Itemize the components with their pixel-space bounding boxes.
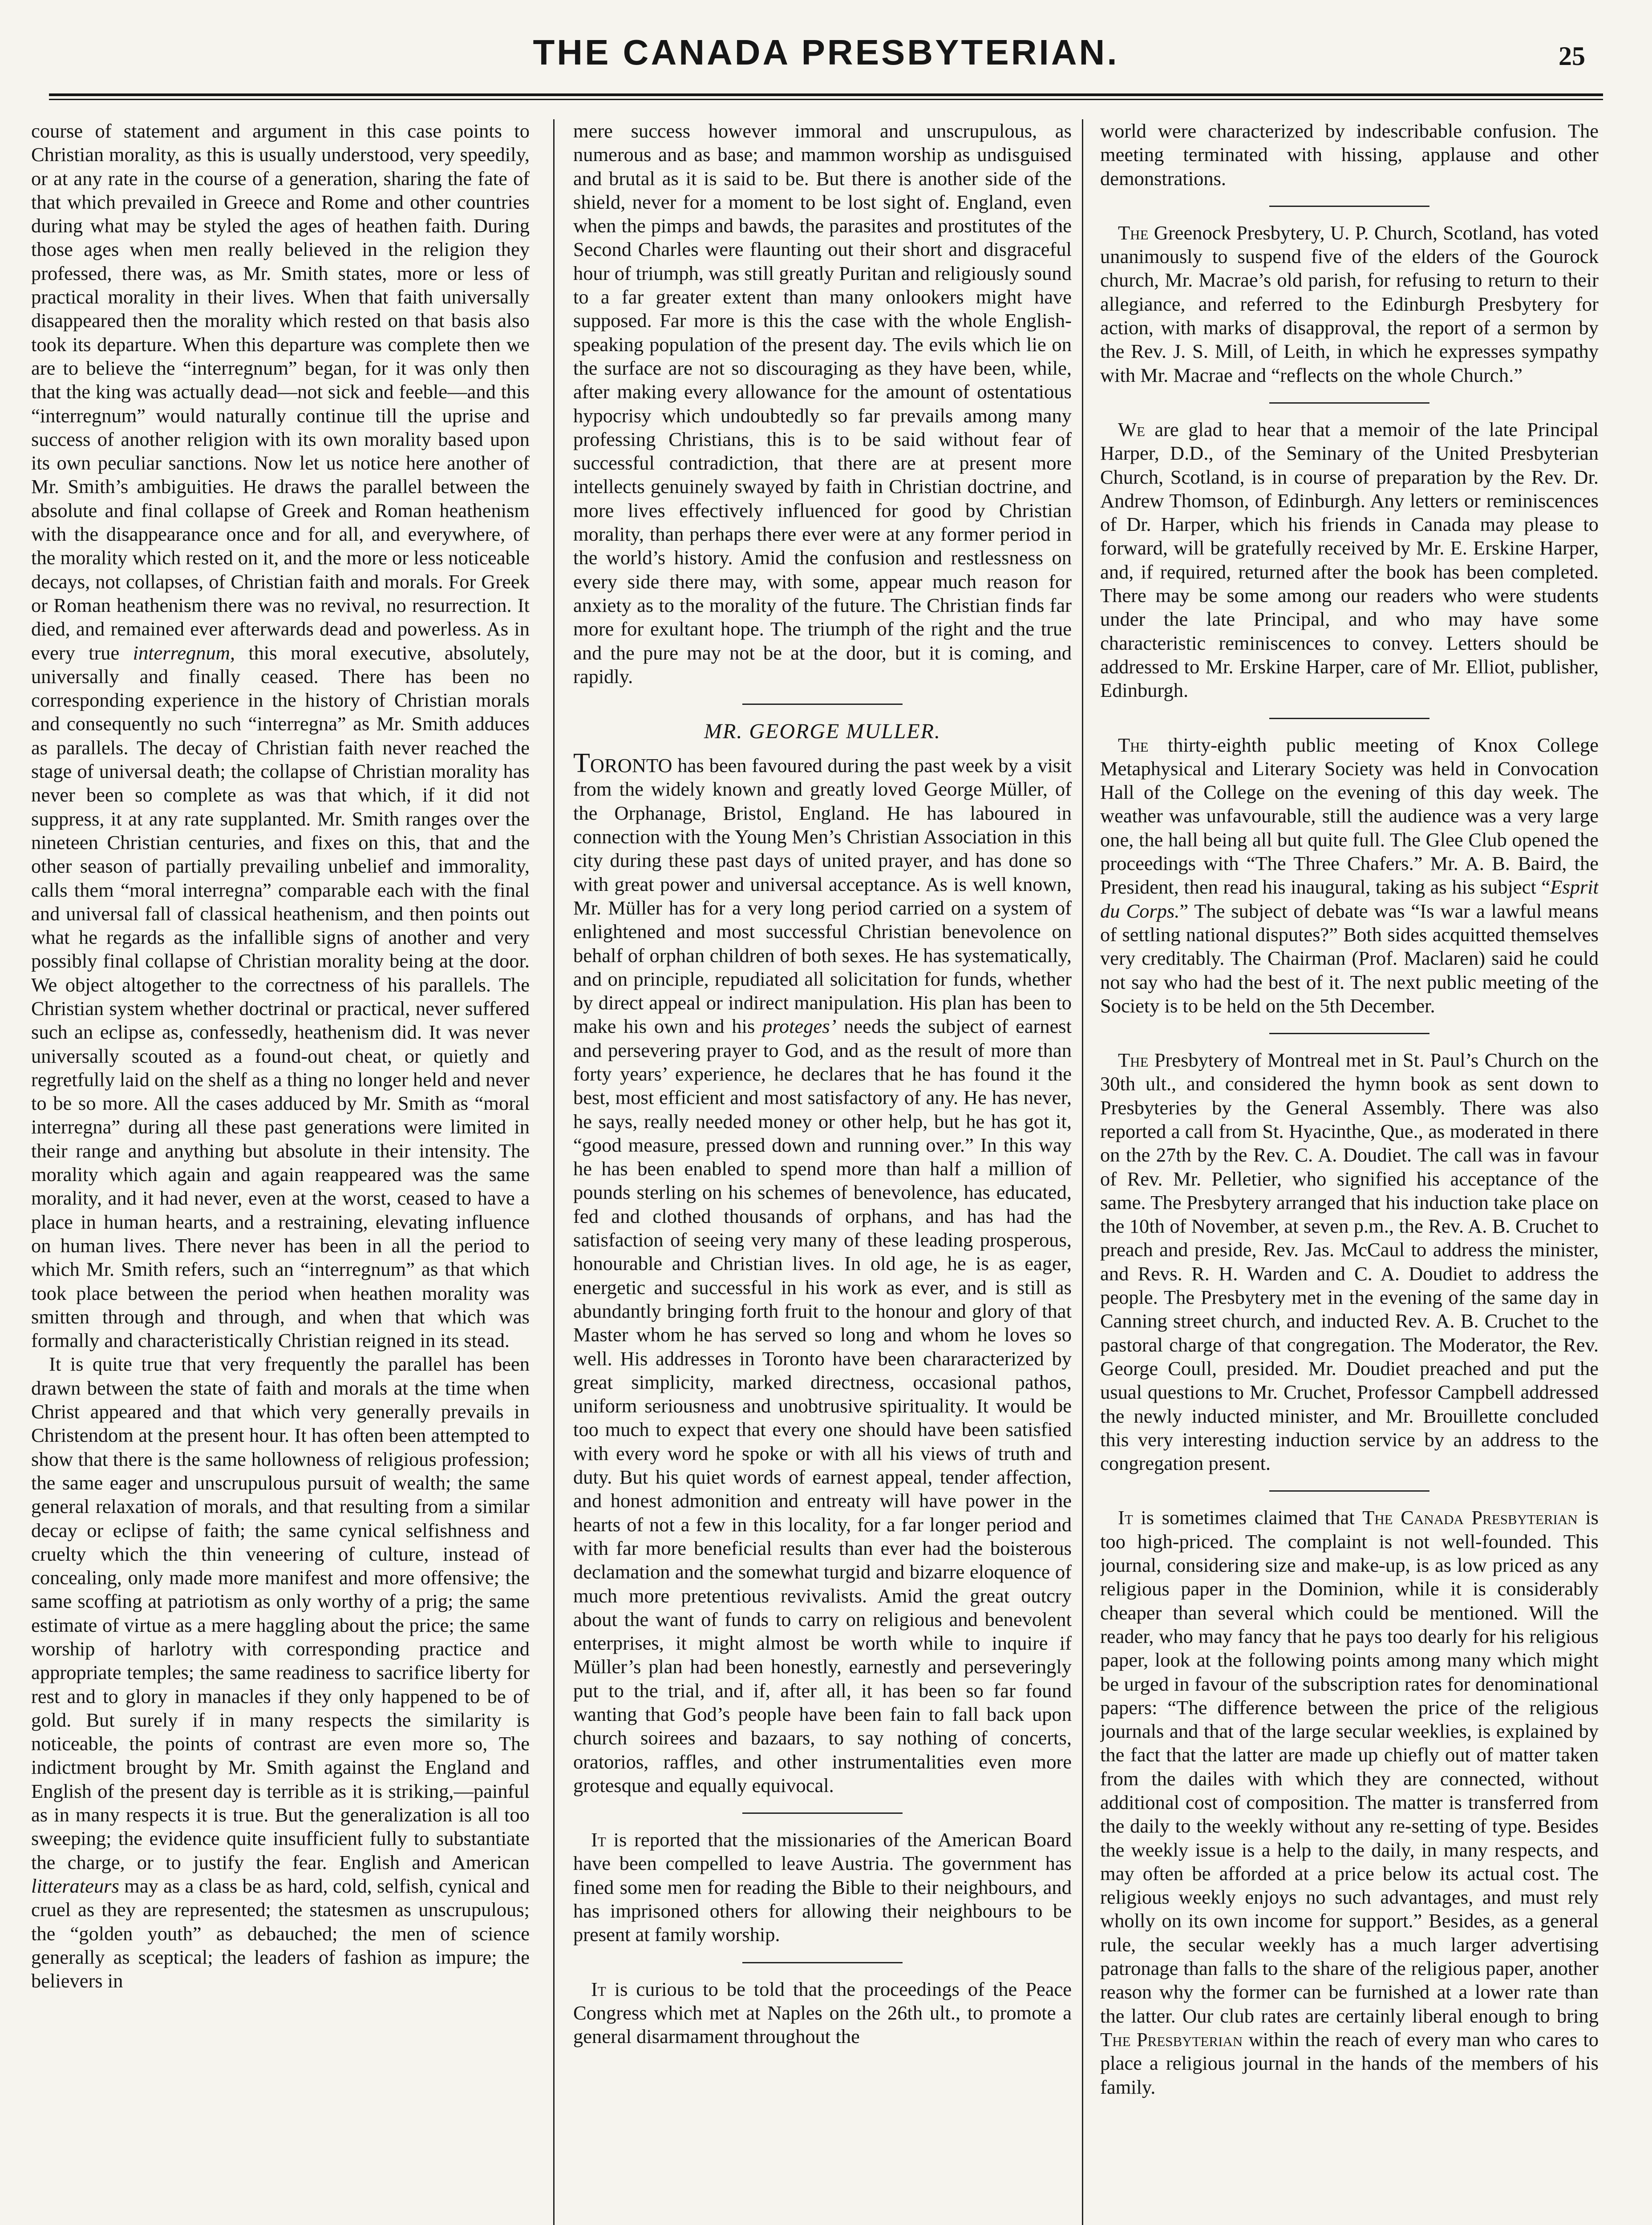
section-rule <box>742 1962 903 1963</box>
news-item: The Presbytery of Montreal met in St. Paul’s Church on the 30th ult., and considered the hymn book as sent down to Presbyteries by the General Assembly. There was also reported a call from St. Hyacinthe, Que., as moderated in there on the 27th by the Rev. C. A. Doudiet. The call was in favour of Rev. Mr. Pelletier, who signified his acceptance of the same. The Presbytery arranged that his induction take place on the 10th of November, at seven p.m., the Rev. A. B. Cruchet to preach and preside, Rev. Jas. McCaul to address the minister, and Revs. R. H. Warden and C. A. Doudiet to address the people. The Presbytery met in the evening of the same day in Canning street church, and inducted Rev. A. B. Cruchet to the pastoral charge of that congregation. The Moderator, the Rev. George Coull, presided. Mr. Doudiet preached and put the usual questions to Mr. Cruchet, Professor Campbell addressed the newly inducted minister, and Mr. Brouillette concluded this very interesting induction service by an address to the congregation present. <box>1100 1049 1599 1475</box>
article-paragraph: course of statement and argument in this case points to Christian morality, as this is usually understood, very speedily, or at any rate in the course of a generation, sharing the fate of that which prevailed in Greece and Rome and other countries during what may be styled the ages of heathen faith. During those ages when men really believed in the religion they professed, there was, as Mr. Smith states, more or less of practical morality in their lives. When that faith universally disappeared then the morality which rested on that basis also took its departure. When this departure was complete then we are to believe the “interregnum” began, for it was only then that the king was actually dead—not sick and feeble—and this “interregnum” would naturally continue till the uprise and success of another religion with its own morality based upon its own peculiar sanctions. Now let us notice here another of Mr. Smith’s ambiguities. He draws the parallel between the absolute and final collapse of Greek and Roman heathenism with the disappearance once and for all, and everywhere, of the morality which rested on it, and the more or less noticeable decays, not collapses, of Christian faith and morals. For Greek or Roman heathenism there was no revival, no resurrection. It died, and remained ever afterwards dead and powerless. As in every true interregnum, this moral executive, absolutely, universally and finally ceased. There has been no corresponding experience in the history of Christian morals and consequently no such “interregna” as Mr. Smith adduces as parallels. The decay of Christian faith never reached the stage of universal death; the collapse of Christian morality has never been so complete as was that which, if it did not suppress, it at any rate supplanted. Mr. Smith ranges over the nineteen Christian centuries, and fixes on this, that and the other season of partially prevailing unbelief and immorality, calls them “moral interregna” comparable each with the final and universal fall of classical heathenism, and then points out what he regards as the infallible signs of another and very possibly final collapse of Christian morality being at the door. We object altogether to the correctness of his parallels. The Christian system whether doctrinal or practical, never suffered such an eclipse as, confessedly, heathenism did. It was never universally scouted as a found-out cheat, or quietly and regretfully laid on the shelf as a thing no longer held and never to be so more. All the cases adduced by Mr. Smith as “moral interregna” during all these past generations were limited in their range and anything but absolute in their intensity. The morality which again and again reappeared was the same morality, and it had never, even at the worst, ceased to have a place in human hearts, and a restraining, elevating influence on human lives. There never has been in all the period to which Mr. Smith refers, such an “interregnum” as that which took place between the period when heathen morality was smitten through and through, and when that which was formally and characteristically Christian reigned in its stead. <box>31 120 530 1352</box>
italic-term: proteges’ <box>762 1015 837 1038</box>
news-item: world were characterized by indescribable confusion. The meeting terminated with hissing, applause and other demonstrations. <box>1100 120 1599 190</box>
masthead <box>0 0 1652 85</box>
news-item: The Greenock Presbytery, U. P. Church, Scotland, has voted unanimously to suspend five of the elders of the Gourock church, Mr. Macrae’s old parish, for refusing to return to their allegiance, and referred to the Edinburgh Presbytery for action, with marks of disapproval, the report of a sermon by the Rev. J. S. Mill, of Leith, in which he expresses sympathy with Mr. Macrae and “reflects on the whole Church.” <box>1100 221 1599 386</box>
italic-term: interregnum, <box>133 641 235 664</box>
section-rule <box>742 704 903 705</box>
section-rule <box>1269 206 1429 207</box>
column-right <box>1100 119 1599 2225</box>
news-item: It is curious to be told that the proceedings of the Peace Congress which met at Naples on the 26th ult., to promote a general disarmament throughout the <box>573 1978 1072 2048</box>
drop-cap: T <box>573 748 590 779</box>
article-paragraph: mere success however immoral and unscrupulous, as numerous and as base; and mammon worship as undisguised and brutal as it is said to be. But there is another side of the shield, never for a moment to be lost sight of. England, even when the pimps and bawds, the parasites and prostitutes of the Second Charles were flaunting out their short and disgraceful hour of triumph, was still greatly Puritan and religiously sound to a far greater extent than many onlookers might have supposed. Far more is this the case with the whole English-speaking population of the present day. The evils which lie on the surface are not so discouraging as they have been, while, after making every allowance for the amount of ostentatious hypocrisy which undoubtedly so far prevails among many professing Christians, this is to be said without fear of successful contradiction, that there are at present more intellects genuinely swayed by faith in Christian doctrine, and more lives effectively influenced for good by Christian morality, than perhaps there ever were at any former period in the world’s history. Amid the confusion and restlessness on every side there may, with some, appear much reason for anxiety as to the morality of the future. The Christian finds far more for exultant hope. The triumph of the right and the true and the pure may not be at the door, but it is coming, and rapidly. <box>573 120 1072 688</box>
column-middle <box>573 119 1072 2225</box>
page-number: 25 <box>1559 41 1585 71</box>
section-rule <box>1269 402 1429 404</box>
italic-term: litterateurs <box>31 1874 119 1897</box>
newspaper-title: THE CANADA PRESBYTERIAN. <box>533 32 1119 72</box>
section-rule <box>1269 718 1429 719</box>
article-heading: MR. GEORGE MULLER. <box>704 720 941 744</box>
news-item: It is sometimes claimed that The Canada Presbyterian is too high-priced. The complaint is not well-founded. This journal, considering size and make-up, is as low priced as any religious paper in the Dominion, while it is considerably cheaper than several which could be mentioned. Will the reader, who may fancy that he pays too dearly for his religious paper, look at the following points among many which might be urged in favour of the subscription rates for denominational papers: “The difference between the price of the religious journals and that of the large secular weeklies, is explained by the fact that the latter are made up chiefly out of matter taken from the dailes with which they are connected, without additional cost of composition. The matter is transferred from the daily to the weekly without any re-setting of type. Besides the weekly issue is a help to the daily, in many respects, and may often be afforded at a price below its actual cost. The religious weekly enjoys no such advantages, and must rely wholly on its own income for support.” Besides, as a general rule, the secular weekly has a much larger advertising patronage than falls to the share of the religious paper, another reason why the former can be furnished at a lower rate than the latter. Our club rates are certainly liberal enough to bring The Presbyterian within the reach of every man who cares to place a religious journal in the hands of the members of his family. <box>1100 1506 1599 2098</box>
article-paragraph: TORONTO has been favoured during the past week by a visit from the widely known and greatly loved George Müller, of the Orphanage, Bristol, England. He has laboured in connection with the Young Men’s Christian Association in this city during these past days of united prayer, and has done so with great power and universal acceptance. As is well known, Mr. Müller has for a very long period carried on a system of enlightened and most successful Christian benevolence on behalf of orphan children of both sexes. He has systematically, and on principle, repudiated all solicitation for funds, whether by direct appeal or indirect manipulation. His plan has been to make his own and his proteges’ needs the subject of earnest and persevering prayer to God, and as the result of more than forty years’ experience, he declares that he has found it the best, most efficient and most satisfactory of any. He has never, he says, really needed money or other help, but he has got it, “good measure, pressed down and running over.” In this way he has been enabled to spend more than half a million of pounds sterling on his schemes of benevolence, has educated, fed and clothed thousands of orphans, and has had the satisfaction of seeing very many of these leading prosperous, honourable and Christian lives. In old age, he is as eager, energetic and successful in his work as ever, and is still as abundantly bringing forth fruit to the honour and glory of that Master whom he has served so long and whom he loves so well. His addresses in Toronto have been chararacterized by great simplicity, marked directness, occasional pathos, uniform seriousness and unobtrusive spirituality. It would be too much to expect that every one should have been satisfied with every word he spoke or with all his views of truth and duty. But his quiet words of earnest appeal, tender affection, and honest admonition and entreaty will have power in the hearts of not a few in this locality, for a far longer period and with far more beneficial results than ever had the boisterous declamation and the somewhat turgid and bizarre eloquence of much more pretentious revivalists. Amid the great outcry about the want of funds to carry on religious and benevolent enterprises, it might almost be worth while to inquire if Müller’s plan had been honestly, earnestly and perseveringly put to the trial, and if, after all, it has been so far found wanting that God’s people have been fain to fall back upon church soirees and bazaars, to say nothing of concerts, oratorios, raffles, and other instrumentalities even more grotesque and equally equivocal. <box>573 748 1072 1796</box>
section-rule <box>1269 1490 1429 1492</box>
italic-term: Esprit du Corps. <box>1100 876 1599 922</box>
news-item: It is reported that the missionaries of the American Board have been compelled to leave Austria. The government has fined some men for reading the Bible to their neighbours, and has imprisoned others for allowing their neighbours to be present at family worship. <box>573 1829 1072 1946</box>
column-divider <box>1082 119 1083 2225</box>
header-rule <box>49 93 1603 96</box>
column-divider <box>553 119 555 2225</box>
article-paragraph: It is quite true that very frequently the parallel has been drawn between the state of faith and morals at the time when Christ appeared and that which very generally prevails in Christendom at the present hour. It has often been attempted to show that there is the same hollowness of religious profession; the same eager and unscrupulous pursuit of wealth; the same general relaxation of morals, and that resulting from a similar decay or eclipse of faith; the same cynical selfishness and cruelty which the thin veneering of culture, instead of concealing, only made more manifest and more offensive; the same scoffing at patriotism as only worthy of a prig; the same estimate of virtue as a mere haggling about the price; the same worship of harlotry with corresponding practice and appropriate temples; the same readiness to sacrifice liberty for rest and to glory in manacles if they only happened to be of gold. But surely if in many respects the similarity is noticeable, the points of contrast are even more so, The indictment brought by Mr. Smith against the England and English of the present day is terrible as it is striking,—painful as in many respects it is true. But the generalization is all too sweeping; the evidence quite insufficient fully to substantiate the charge, or to justify the fear. English and American litterateurs may as a class be as hard, cold, selfish, cynical and cruel as they are represented; the statesmen as unscrupulous; the “golden youth” as debauched; the men of science generally as sceptical; the leaders of fashion as impure; the believers in <box>31 1353 530 1992</box>
header-rule-thin <box>49 99 1603 100</box>
news-item: We are glad to hear that a memoir of the late Principal Harper, D.D., of the Seminary of the United Presbyterian Church, Scotland, is in course of preparation by the Rev. Dr. Andrew Thomson, of Edinburgh. Any letters or reminiscences of Dr. Harper, which his friends in Canada may please to forward, will be gratefully received by Mr. E. Erskine Harper, and, if required, returned after the book has been completed. There may be some among our readers who were students under the late Principal, and who may have some characteristic reminiscences to convey. Letters should be addressed to Mr. Erskine Harper, care of Mr. Elliot, publisher, Edinburgh. <box>1100 418 1599 702</box>
section-rule <box>1269 1033 1429 1034</box>
section-rule <box>742 1812 903 1814</box>
column-left <box>31 119 530 2225</box>
news-item: The thirty-eighth public meeting of Knox College Metaphysical and Literary Society was held in Convocation Hall of the College on the evening of this day week. The weather was unfavourable, still the audience was a very large one, the hall being all but quite full. The Glee Club opened the proceedings with “The Three Chafers.” Mr. A. B. Baird, the President, then read his inaugural, taking as his subject “Esprit du Corps.” The subject of debate was “Is war a lawful means of settling national disputes?” Both sides acquitted themselves very creditably. The Chairman (Prof. Maclaren) said he could not say who had the best of it. The next public meeting of the Society is to be held on the 5th December. <box>1100 733 1599 1017</box>
